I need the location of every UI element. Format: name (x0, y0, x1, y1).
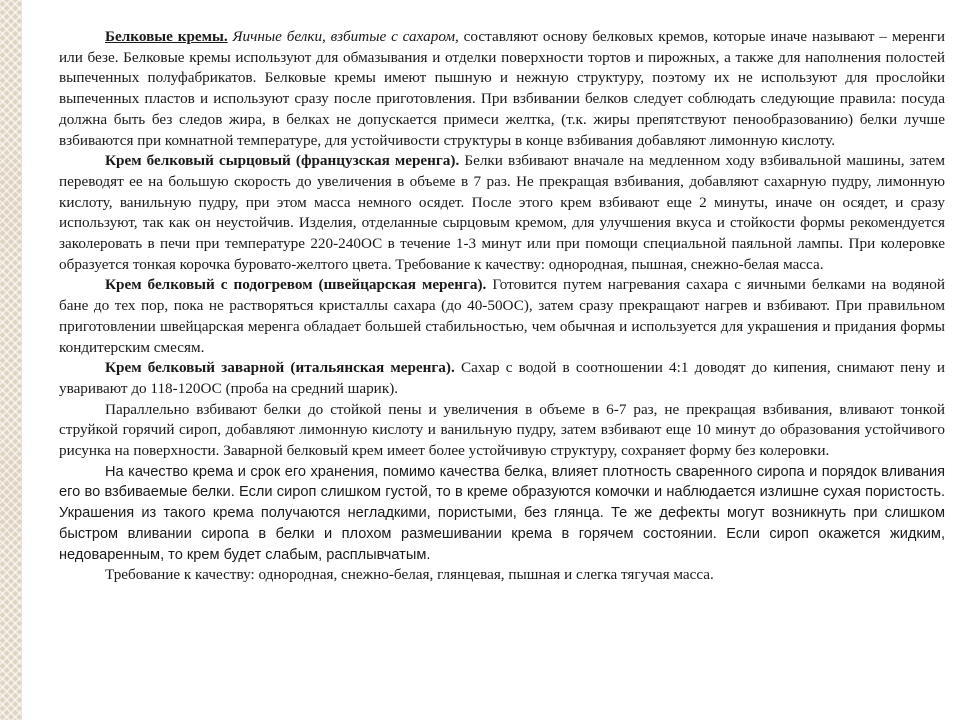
section-heading: Крем белковый сырцовый (французская меренга). (105, 152, 460, 170)
paragraph-body: На качество крема и срок его хранения, помимо качества белка, влияет плотность сваренного сиропа и порядок вливания его во взбиваемые белки. Если сироп слишком густой, то в креме образуются комочки и наблюдается излишне сухая пористость. Украшения из такого крема получаются негладкими, пористыми, без глянца. Те же дефекты могут возникнуть при слишком быстром вливании сиропа в белки и плохом размешивании крема в горячем состоянии. Если сироп окажется жидким, недоваренным, то крем будет слабым, расплывчатым. (59, 463, 945, 563)
document-text (59, 27, 945, 586)
decorative-side-stripe (0, 0, 22, 720)
paragraph-body: Параллельно взбивают белки до стойкой пены и увеличения в объеме в 6-7 раз, не прекращая взбивания, вливают тонкой струйкой горячий сироп, добавляют лимонную кислоту и ванильную пудру, затем взбивают еще 10 минут до образования устойчивого рисунка на поверхности. Заварной белковый крем имеет более устойчивую структуру, сохраняет форму без колеровки. (59, 400, 945, 460)
paragraph-quality-requirement (59, 565, 945, 586)
slide (22, 0, 960, 720)
paragraph-body: Готовится путем нагревания сахара с яичными белками на водяной бане до тех пор, пока не растворяться кристаллы сахара (до 40-50ОС), затем сразу прекращают нагрев и взбивают. При правильном приготовлении швейцарская меренга обладает большей стабильностью, чем обычная и используется для украшения и придания формы кондитерским смесям. (59, 276, 945, 356)
paragraph-body: Белки взбивают вначале на медленном ходу взбивальной машины, затем переводят ее на большую скорость до увеличения в объеме в 7 раз. Не прекращая взбивания, добавляют сахарную пудру, лимонную кислоту, ванильную пудру, при этом масса немного осядет. После этого крем взбивают еще 2 минуты, иначе он осядет, и сразу используют, так как он неустойчив. Изделия, отделанные сырцовым кремом, для улучшения вкуса и стойкости формы рекомендуется заколеровать в печи при температуре 220-240ОС в течение 1-3 минут или при помощи специальной паяльной лампы. При колеровке образуется тонкая корочка буровато-желтого цвета. Требование к качеству: однородная, пышная, снежно-белая масса. (59, 152, 946, 273)
paragraph-body: составляют основу белковых кремов, которые иначе называют – меренги или безе. Белковые кремы используют для обмазывания и отделки поверхности тортов и пирожных, а также для наполнения полостей выпеченных полуфабрикатов. Белковые кремы имеют пышную и нежную структуру, поэтому их не используют для прослойки выпеченных пластов и используют сразу после приготовления. При взбивании белков следует соблюдать следующие правила: посуда должна быть без следов жира, в белках не допускается примеси желтка, (т.к. жиры препятствуют пенообразованию) белки лучше взбиваются при комнатной температуре, для устойчивости структуры в конце взбивания добавляют лимонную кислоту. (59, 28, 945, 149)
paragraph-body: Требование к качеству: однородная, снежно-белая, глянцевая, пышная и слегка тягучая масса. (105, 566, 714, 584)
paragraph-quality-factors (59, 462, 945, 566)
paragraph-italian-meringue (59, 358, 945, 399)
paragraph-protein-creams (59, 27, 945, 151)
paragraph-swiss-meringue (59, 275, 945, 358)
paragraph-whipping (59, 400, 945, 462)
paragraph-body: Сахар с водой в соотношении 4:1 доводят до кипения, снимают пену и уваривают до 118-120ОС (проба на средний шарик). (59, 359, 945, 397)
section-heading: Белковые кремы. (105, 28, 228, 45)
section-heading: Крем белковый с подогревом (швейцарская меренга). (105, 276, 487, 294)
lead-text: Яичные белки, взбитые с сахаром, (232, 28, 459, 45)
section-heading: Крем белковый заварной (итальянская меренга). (105, 359, 455, 377)
paragraph-french-meringue (59, 151, 945, 275)
